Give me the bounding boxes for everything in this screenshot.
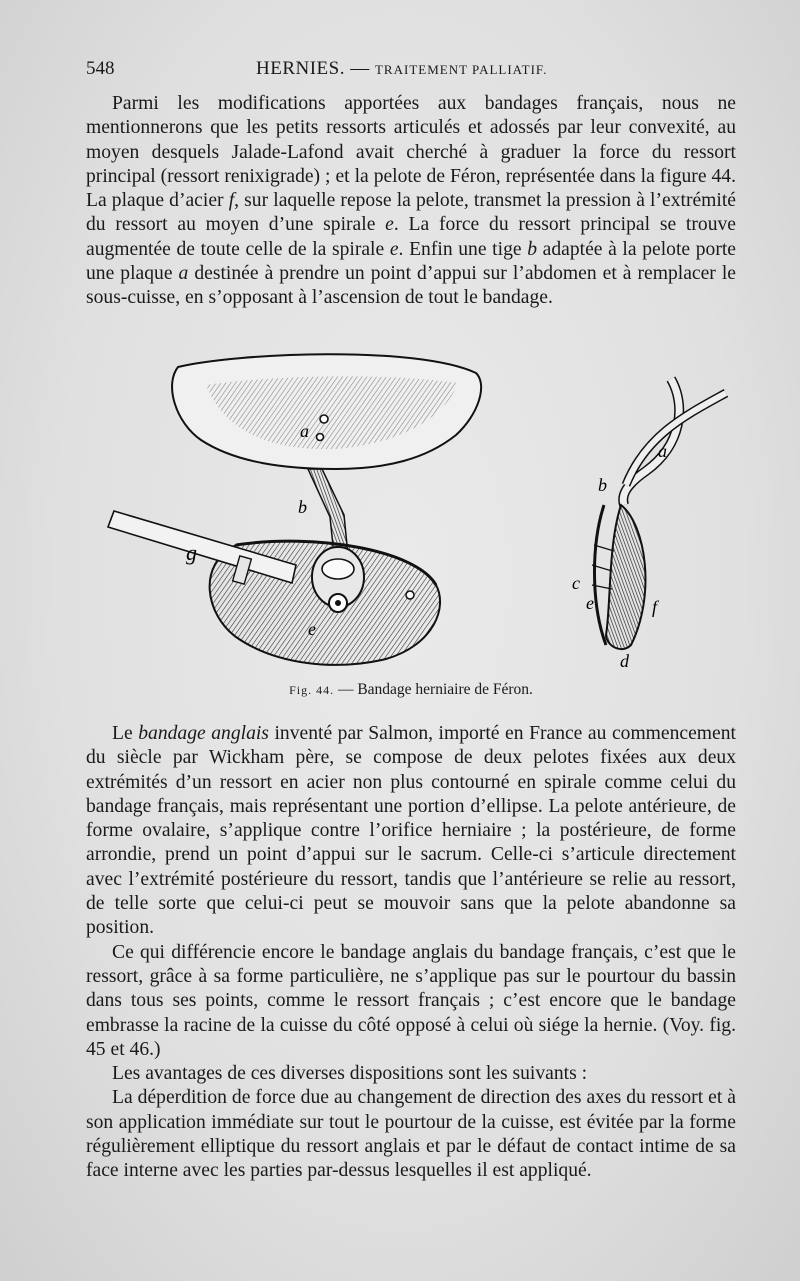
figure-label-a: a — [300, 421, 309, 441]
paragraph-bandage-anglais — [86, 722, 736, 1184]
figure-label-b-side: b — [598, 475, 607, 495]
figure-label-e-main: e — [308, 619, 316, 639]
caption-fig-number: Fig. 44. — [289, 683, 335, 697]
text-run: Le — [112, 723, 139, 744]
truss-illustration — [86, 345, 736, 675]
figure-label-d: d — [620, 651, 629, 671]
page-number: 548 — [86, 58, 115, 79]
text-run: adaptée à la pelote porte une plaque — [86, 238, 736, 285]
paragraph-difference: Ce qui différencie encore le bandage anglais du bandage français, c’est que le ressort, grâce à sa forme particulière, ne s’applique pas sur le pourtour du bassin dans tous ses points, comme le ressort français ; c’est encore que le bandage embrasse la racine de la cuisse du côté opposé à celui où siége la hernie. (Voy. fig. 45 et 46.) — [86, 941, 736, 1060]
italic-term: bandage anglais — [138, 723, 269, 744]
figure-caption — [86, 681, 736, 699]
figure-label-g: g — [186, 540, 197, 565]
figure-label-f: f — [652, 597, 658, 617]
label-ref: f — [228, 190, 235, 212]
running-title-dash: — — [344, 58, 375, 79]
paragraph-text — [86, 92, 736, 311]
label-ref: e — [389, 238, 399, 260]
text-run: destinée à prendre un point d’appui sur l’abdomen et à remplacer le sous-cuisse, en s’opposant à l’ascension de tout le bandage. — [86, 263, 736, 309]
label-ref: b — [527, 238, 537, 260]
paragraph-force-loss: La déperdition de force due au changement de direction des axes du ressort et à son application immédiate sur tout le pourtour de la cuisse, est évitée par la forme régulièrement elliptique du ressort anglais et par le défaut de contact intime de sa face interne avec les parties par-dessus lesquelles il est appliqué. — [86, 1087, 736, 1182]
figure-44 — [86, 345, 736, 675]
figure-label-e-side: e — [586, 593, 594, 613]
figure-label-a-side: a — [658, 441, 667, 461]
text-run: Parmi les modifications apportées aux bandages français, nous ne mentionnerons que les petits ressorts articulés et adossés par leur convexité, au moyen desquels Jalade-Lafond avait cherché à graduer la force du ressort principal (ressort renixigrade) ; et la pelote de Féron, représentée dans la figure 44. La plaque d’acier — [86, 93, 736, 212]
running-title-sub: TRAITEMENT PALLIATIF. — [374, 62, 548, 77]
side-view-detail — [592, 379, 726, 649]
abdominal-plate — [172, 354, 481, 469]
caption-text: — Bandage herniaire de Féron. — [334, 681, 533, 698]
paragraph-advantages-intro: Les avantages de ces diverses dispositions sont les suivants : — [112, 1063, 588, 1085]
running-title-main: HERNIES. — [256, 58, 345, 79]
paragraph-text — [86, 722, 736, 941]
text-run: . Enfin une tige — [398, 238, 528, 260]
paragraph-feron-intro — [86, 92, 736, 311]
running-title — [256, 58, 547, 80]
figure-label-b: b — [298, 497, 307, 517]
page-header — [86, 58, 736, 84]
text-run: , sur laquelle repose la pelote, transmet la pression à l’extrémité du ressort au moyen d’une spirale — [86, 190, 736, 236]
label-ref: e — [385, 214, 394, 236]
text-run: . La force du ressort principal se trouve augmentée de toute celle de la spirale — [86, 214, 736, 260]
text-run: inventé par Salmon, importé en France au commencement du siècle par Wickham père, se compose de deux pelotes fixées aux deux extrémités d’un ressort en acier non plus contourné en spirale comme celui du bandage français, mais représentant une portion d’ellipse. La pelote antérieure, de forme ovalaire, s’applique contre l’orifice herniaire ; la postérieure, de forme arrondie, prend un point d’appui sur le sacrum. Celle-ci s’articule directement avec l’extrémité postérieure du ressort, tandis que l’antérieure se relie au ressort, de telle sorte que celui-ci peut se mouvoir sans que la pelote abandonne sa position. — [86, 723, 736, 939]
figure-label-c: c — [572, 573, 580, 593]
label-ref: a — [178, 263, 189, 285]
